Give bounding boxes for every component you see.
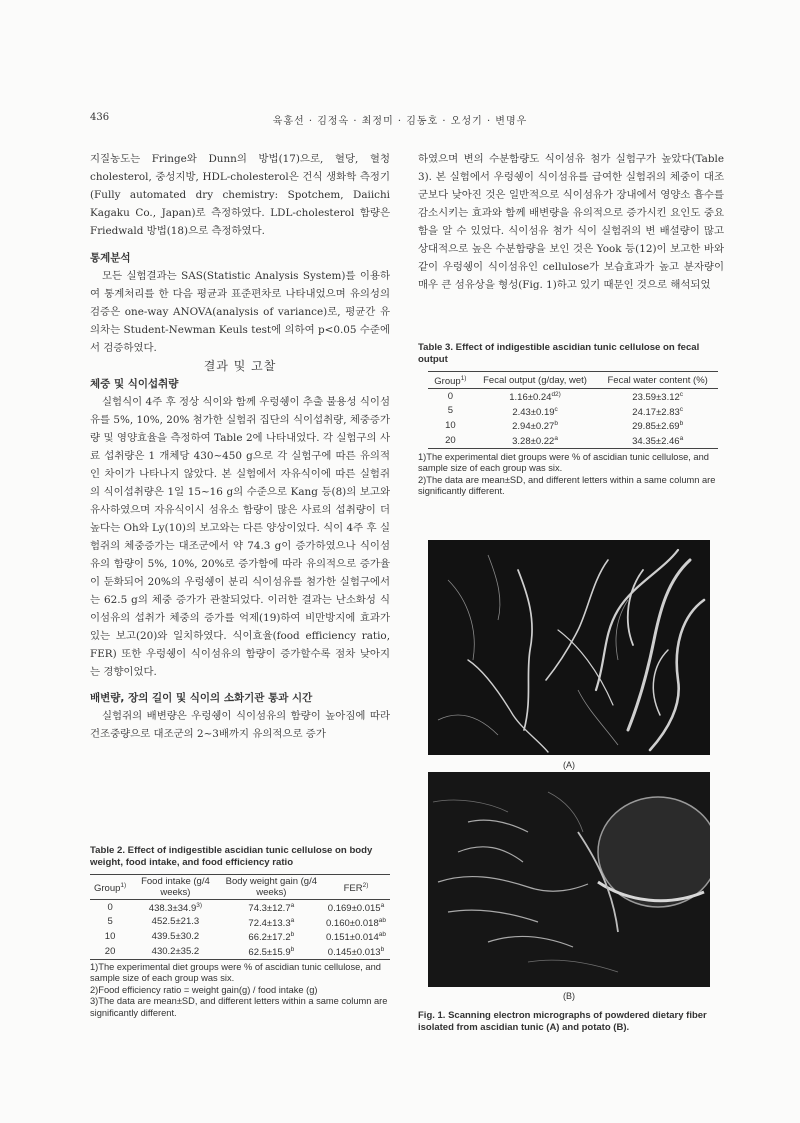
table3-header-sup: 1) (460, 375, 467, 382)
intro-paragraph: 지질농도는 Fringe와 Dunn의 방법(17)으로, 혈당, 혈청 cholesterol, 중성지방, HDL-cholesterol은 건식 생화학 측정기(Fully automated dry chemistry: Spotchem, Daiichi Kagaku Co., Japan)로 측정하였다. LDL-cholesterol 함량은 Friedwald 방법(18)으로 측정하였다. (90, 153, 390, 237)
table2-cell: 0 (107, 901, 113, 913)
running-title: 육홍선 · 김정옥 · 최정미 · 김동호 · 오성기 · 변명우 (272, 116, 528, 127)
micrograph-a (428, 540, 710, 755)
left-column (90, 150, 390, 743)
table-row (90, 900, 390, 915)
table-2-caption: Table 2. Effect of indigestible ascidian tunic cellulose on body weight, food intake, and food efficiency ratio (90, 845, 373, 868)
table2-header-cell: FER$^{2)}$ (322, 875, 390, 900)
table-3 (418, 342, 724, 498)
stats-heading: 통계분석 (90, 252, 131, 264)
table3-cell: 2.94±0.27$^b$ (512, 420, 558, 433)
table2-header-sup: 1) (120, 881, 127, 889)
table-2-footnotes (90, 962, 390, 1020)
table-row (90, 929, 390, 944)
table3-header-cell: Group$^{1)}$ (428, 372, 473, 389)
table3-cell: 0 (447, 390, 454, 402)
table-3-footnotes (418, 452, 724, 498)
table3-cell-sup: d2) (551, 391, 561, 399)
micrograph-b (428, 772, 710, 987)
table2-cell: 5 (107, 916, 113, 928)
table-2-grid (90, 874, 390, 960)
table2-cell: 20 (104, 945, 116, 957)
table2-cell: 62.5±15.9$^b$ (248, 945, 295, 959)
micrograph-a-image (428, 540, 710, 755)
table3-cell: 29.85±2.69$^b$ (632, 420, 684, 433)
fecal-paragraph: 실험쥐의 배변량은 우렁쉥이 식이섬유의 함량이 높아짐에 따라 건조중량으로 대조군의 2~3배까지 유의적으로 증가 (90, 710, 390, 740)
table2-cell: $438.3\pm 34.9^{3)}$ (148, 902, 203, 915)
table2-cell: 0.160±0.018$^{ab}$ (325, 916, 386, 929)
table3-cell: 34.35±2.46$^a$ (632, 435, 684, 448)
table-3-grid (428, 371, 718, 449)
table-row (428, 389, 718, 404)
table3-cell-sup: b (679, 420, 684, 428)
table3-cell: 20 (445, 434, 456, 446)
table3-header-cell: Fecal output (g/day, wet) (473, 372, 598, 389)
table2-cell-sup: b (290, 945, 295, 953)
table3-cell: $1.16\pm 0.24^{d2)}$ (509, 391, 561, 404)
table2-cell: 430.2±35.2 (151, 945, 200, 957)
weight-paragraph: 실험식이 4주 후 정상 식이와 함께 우렁쉥이 추출 불용성 식이섬유를 5%, 10%, 20% 첨가한 실험쥐 집단의 식이섭취량, 체중증가량 및 영양효율을 측정하여 Table 2에 나타내었다. 각 실험구의 사료 섭취량은 1 개체당 430~450 g으로 각 실험구에 따른 유의적인 차이가 나타나지 않았다. 본 실험에서 자유식이에 따른 실험쥐의 식이섭취량은 1일 15~16 g의 수준으로 Kang 등(8)의 보고와 유사하였으며 자유식이시 섬유소 함량이 많은 사료의 섭취량이 더 높다는 Oh와 Ly(10)의 보고와는 다른 양상이었다. 식이 4주 후 실험쥐의 체중증가는 대조군에서 약 74.3 g이 증가하였으나 식이섬유의 함량이 5%, 10%, 20%로 증가함에 따라 유의적으로 증가율이 둔화되어 20%의 우렁쉥이 분리 식이섬유를 첨가한 실험구에서는 62.5 g의 체중 증가가 관찰되었다. 이러한 결과는 난소화성 식이섬유의 섭취가 체중의 증가를 억제(19)하여 비만방지에 효과가 있는 보고(20)와 일치하였다. 식이효율(food efficiency ratio, FER) 또한 우렁쉥이 식이섬유의 함량이 증가할수록 점차 낮아지는 경향이었다. (90, 396, 390, 678)
panel-a-label: (A) (563, 760, 575, 770)
table3-cell-sup: c (554, 405, 558, 413)
table3-cell: 5 (447, 405, 454, 417)
table3-cell-sup: c (679, 405, 684, 413)
table2-cell: 72.4±13.3$^a$ (248, 916, 295, 929)
table2-cell-sup: a (290, 902, 295, 909)
table2-header-sup: 2) (362, 881, 369, 889)
right-column (418, 150, 724, 294)
panel-b-label: (B) (563, 991, 575, 1001)
table2-header-cell: Group$^{1)}$ (90, 875, 130, 900)
table-3-caption: Table 3. Effect of indigestible ascidian tunic cellulose on fecal output (418, 342, 700, 365)
table3-cell-sup: a (554, 435, 558, 443)
table3-cell: 24.17±2.83$^c$ (632, 405, 684, 418)
table2-cell-sup: b (290, 931, 295, 939)
table2-cell: 66.2±17.2$^b$ (248, 931, 295, 944)
table-row (90, 915, 390, 930)
table2-cell: 439.5±30.2 (151, 930, 200, 942)
table3-cell: 2.43±0.19$^c$ (512, 405, 558, 418)
table-row (428, 418, 718, 433)
micrograph-b-image (428, 772, 710, 987)
table-row (90, 944, 390, 959)
table2-cell: 74.3±12.7$^a$ (248, 902, 295, 915)
table2-cell: 0.151±0.014$^{ab}$ (325, 931, 386, 944)
table2-cell: 452.5±21.3 (151, 916, 200, 928)
table3-cell-sup: a (679, 435, 684, 443)
table-row (428, 433, 718, 448)
results-heading: 결과 및 고찰 (203, 359, 277, 373)
table3-cell: 3.28±0.22$^a$ (512, 435, 558, 448)
continuation-paragraph: 하였으며 변의 수분함량도 식이섬유 첨가 실험구가 높았다(Table 3). 본 실험에서 우렁쉥이 식이섬유를 급여한 실험쥐의 체중이 대조군보다 낮아진 것은 일반적으로 식이섬유가 장내에서 영양소 흡수를 감소시키는 효과와 함께 배변량을 유의적으로 증가시킨 요인도 중요함을 알 수 있었다. 식이섬유 첨가 식이 실험쥐의 변 배설량이 많고 상대적으로 높은 수분함량을 보인 것은 Yook 등(12)이 보고한 바와 같이 우렁쉥이 식이섬유인 cellulose가 보습효과가 높고 분자량이 매우 큰 섬유상을 형성(Fig. 1)하고 있기 때문인 것으로 해석되었 (418, 153, 724, 291)
table3-cell: 23.59±3.12$^c$ (632, 391, 684, 404)
table2-cell-sup: b (380, 945, 385, 953)
table2-header-cell: Body weight gain (g/4 weeks) (221, 875, 322, 900)
table3-cell-sup: c (679, 391, 684, 399)
table2-footnote: 2)Food efficiency ratio = weight gain(g) / food intake (g) (90, 984, 318, 995)
fecal-heading: 배변량, 장의 길이 및 식이의 소화기관 통과 시간 (90, 692, 313, 704)
table3-cell-sup: b (554, 420, 558, 428)
table2-cell-sup: ab (378, 916, 386, 924)
table2-footnote: 3)The data are mean±SD, and different letters within a same column are significantly different. (90, 996, 388, 1018)
table2-footnote: 1)The experimental diet groups were % of ascidian tunic cellulose, and sample size of each group was six. (90, 961, 381, 984)
table2-cell-sup: a (290, 916, 295, 924)
table3-footnote: 1)The experimental diet groups were % of ascidian tunic cellulose, and sample size of each group was six. (418, 451, 709, 474)
table-row (428, 404, 718, 419)
table-2 (90, 845, 390, 1019)
figure-1-caption: Fig. 1. Scanning electron micrographs of powdered dietary fiber isolated from ascidian tunic (A) and potato (B). (418, 1010, 707, 1033)
table2-cell: 10 (104, 930, 116, 942)
stats-paragraph: 모든 실험결과는 SAS(Statistic Analysis System)를 이용하여 통계처리를 한 다음 평균과 표준편차로 나타내었으며 유의성의 검증은 one-way ANOVA(analysis of variance)로, 평균간 유의차는 Student-Newman Keuls test에 의하여 p<0.05 수준에서 검증하였다. (90, 270, 390, 354)
weight-heading: 체중 및 식이섭취량 (90, 378, 179, 390)
table3-header-cell: Fecal water content (%) (597, 372, 718, 389)
table3-footnote: 2)The data are mean±SD, and different letters within a same column are significantly different. (418, 474, 716, 497)
table2-cell: 0.145±0.013$^b$ (327, 945, 385, 959)
page-number: 436 (90, 112, 110, 123)
table2-cell-sup: ab (378, 931, 386, 939)
table2-cell-sup: 3) (196, 902, 203, 909)
table2-header-cell: Food intake (g/4 weeks) (130, 875, 220, 900)
table2-cell-sup: a (380, 902, 385, 909)
table2-cell: 0.169±0.015$^a$ (327, 902, 385, 915)
table3-cell: 10 (445, 420, 456, 432)
